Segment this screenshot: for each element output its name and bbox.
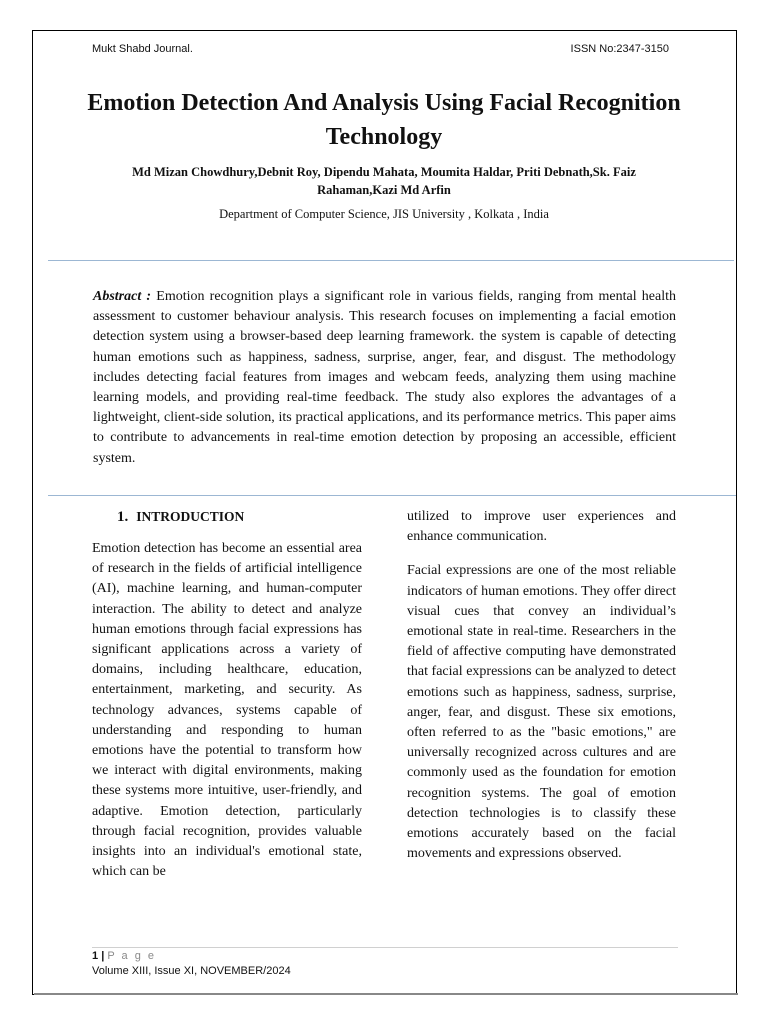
- abstract-label: Abstract :: [93, 289, 152, 304]
- right-column: [407, 507, 676, 864]
- author-list: Md Mizan Chowdhury,Debnit Roy, Dipendu Mahata, Moumita Haldar, Priti Debnath,Sk. Faiz Rahaman,Kazi Md Arfin: [132, 165, 636, 197]
- volume-issue: Volume XIII, Issue XI, NOVEMBER/2024: [92, 965, 291, 977]
- abstract-text: Emotion recognition plays a significant role in various fields, ranging from mental health assessment to customer behaviour analysis. This research focuses on implementing a facial emotion detection system using a browser-based deep learning framework. the system is capable of detecting human emotions such as happiness, sadness, surprise, anger, fear, and disgust. The methodology includes detecting facial features from images and webcam feeds, analyzing them using machine learning models, and providing real-time feedback. The study also explores the advantages of a lightweight, client-side solution, its practical applications, and its performance metrics. This paper aims to contribute to advancements in real-time emotion detection by proposing an accessible, efficient system.: [93, 289, 677, 466]
- page-separator: |: [101, 950, 105, 962]
- issn-number: ISSN No:2347-3150: [570, 43, 669, 55]
- intro-paragraph-2: Facial expressions are one of the most reliable indicators of human emotions. They offer direct visual cues that convey an individual’s emotional state in real-time. Researchers in the field of affective computing have demonstrated that facial expressions can be analyzed to detect emotions such as happiness, sadness, surprise, anger, fear, and disgust. These six emotions, often referred to as the "basic emotions," are universally recognized across cultures and are commonly used as the foundation for emotion recognition systems. The goal of emotion detection technologies is to classify these emotions accurately based on the facial movements and expressions observed.: [407, 563, 676, 862]
- section-title: INTRODUCTION: [136, 509, 245, 524]
- intro-paragraph-continued: utilized to improve user experiences and enhance communication.: [407, 509, 676, 545]
- page-footer: [92, 950, 156, 962]
- divider-bottom: [48, 495, 736, 496]
- footer-divider: [92, 947, 678, 948]
- left-column: [92, 539, 362, 882]
- page-number: 1: [92, 950, 99, 962]
- paper-title: Emotion Detection And Analysis Using Facial Recognition Technology: [87, 90, 681, 150]
- abstract: [93, 287, 676, 469]
- section-number: 1.: [117, 509, 129, 525]
- affiliation: Department of Computer Science, JIS University , Kolkata , India: [219, 207, 549, 221]
- page-word: P a g e: [107, 950, 156, 962]
- divider-top: [48, 260, 734, 261]
- intro-paragraph-1: Emotion detection has become an essential area of research in the fields of artificial intelligence (AI), machine learning, and human-computer interaction. The ability to detect and analyze human emotions through facial expressions has significant applications across a variety of domains, including healthcare, education, entertainment, marketing, and security. As technology advances, systems capable of understanding and responding to human emotions have the potential to transform how we interact with digital environments, making these systems more intuitive, user-friendly, and adaptive. Emotion detection, particularly through facial recognition, provides valuable insights into an individual's emotional state, which can be: [92, 541, 362, 880]
- journal-name: Mukt Shabd Journal.: [92, 43, 193, 55]
- page-border-shadow: [34, 993, 738, 995]
- section-heading: [117, 509, 244, 526]
